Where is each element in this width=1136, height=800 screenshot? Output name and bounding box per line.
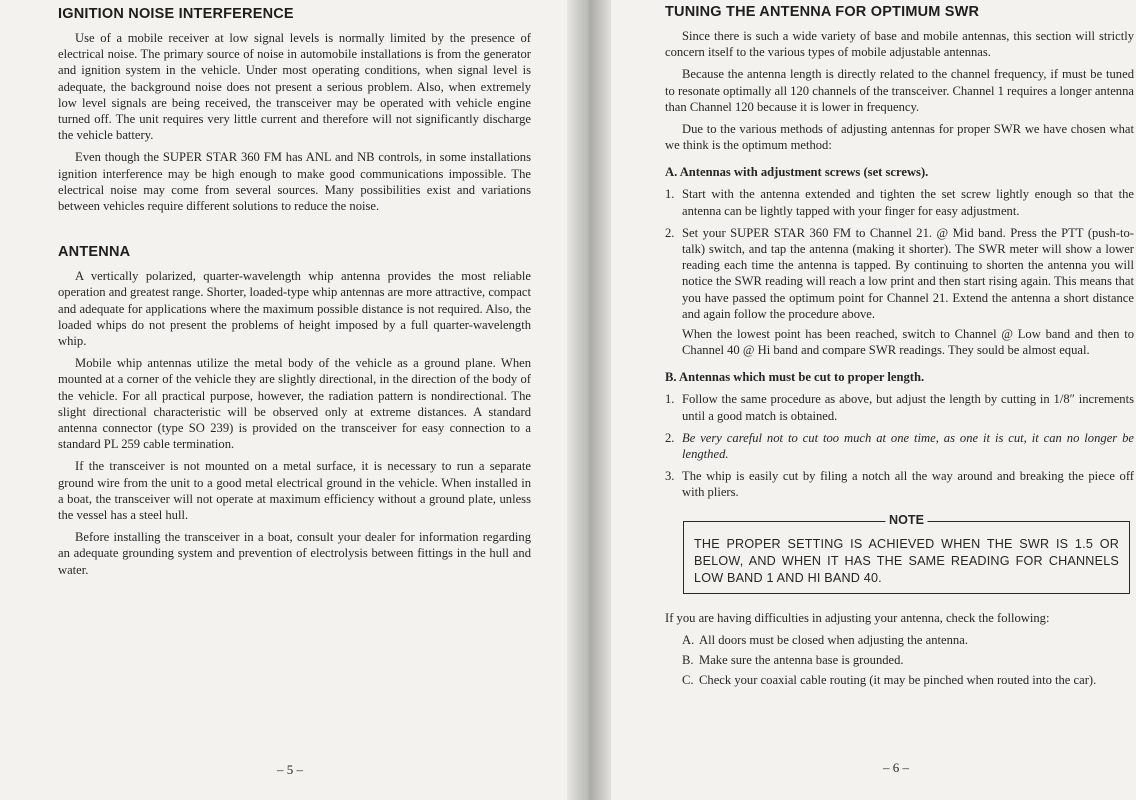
list-letter: C. xyxy=(682,673,694,688)
list-text: The whip is easily cut by filing a notch all the way around and breaking the piece off with pliers. xyxy=(682,469,1134,500)
paragraph: If the transceiver is not mounted on a metal surface, it is necessary to run a separate ground wire from the unit to a good metal electrical ground in the vehicle. When installed in a boat, the transceiver will not operate at maximum efficiency without a ground plate, unless the vessel has a steel hull. xyxy=(58,459,531,523)
list-number: 1. xyxy=(665,187,675,202)
list-text: Make sure the antenna base is grounded. xyxy=(699,653,904,668)
section-spacer xyxy=(58,220,531,244)
paragraph: Use of a mobile receiver at low signal levels is normally limited by the presence of electrical noise. The primary source of noise in automobile installations is from the generator and ignition system in the vehicle. Under most operating conditions, when signal level is adequate, the background noise does not present a serious problem. Also, when extremely low level signals are being received, the transceiver may be operated with vehicle engine turned off. The unit requires very little current and therefore will not significantly discharge the vehicle battery. xyxy=(58,31,531,143)
list-item xyxy=(682,632,1134,648)
list-item xyxy=(665,225,1134,359)
list-number: 3. xyxy=(665,469,675,484)
paragraph: Due to the various methods of adjusting antennas for proper SWR we have chosen what we think is the optimum method: xyxy=(665,122,1134,153)
heading-ignition-noise: IGNITION NOISE INTERFERENCE xyxy=(58,6,294,22)
troubleshooting-list xyxy=(665,632,1134,689)
note-box xyxy=(683,512,1130,594)
list-number: 2. xyxy=(665,225,675,240)
list-text: All doors must be closed when adjusting the antenna. xyxy=(699,632,968,647)
paragraph: Before installing the transceiver in a boat, consult your dealer for information regarding an adequate grounding system and prevention of electrolysis between fittings in the hull and water. xyxy=(58,530,531,577)
list-text: Check your coaxial cable routing (it may be pinched when routed into the car). xyxy=(699,673,1097,688)
list-text: Set your SUPER STAR 360 FM to Channel 21. @ Mid band. Press the PTT (push-to-talk) switch, and tap the antenna (making it shorter). The SWR meter will show a lower reading each time the antenna is tapped. By continuing to shorten the antenna you will notice the SWR reading will reach a low print and then start rising again. This means that you have passed the optimum point for Channel 21. Extend the antenna a short distance and again follow the procedure above. xyxy=(682,225,1134,321)
list-letter: A. xyxy=(682,632,695,647)
note-title: NOTE xyxy=(885,513,928,527)
list-letter: B. xyxy=(682,653,694,668)
list-item xyxy=(682,672,1134,688)
list-item xyxy=(665,468,1134,500)
list-text: Start with the antenna extended and tighten the set screw lightly enough so that the antenna can be lightly tapped with your finger for easy adjustment. xyxy=(682,187,1134,218)
paragraph: Because the antenna length is directly related to the channel frequency, if must be tuned to resonate optimally all 120 channels of the transceiver. Channel 1 requires a longer antenna than Channel 120 because it is lower in frequency. xyxy=(665,67,1134,114)
list-item xyxy=(665,391,1134,423)
section-b-title: B. Antennas which must be cut to proper length. xyxy=(665,370,925,385)
list-item xyxy=(682,652,1134,668)
heading-antenna: ANTENNA xyxy=(58,244,131,261)
page-number: – 6 – xyxy=(883,760,909,775)
list-text-continued: When the lowest point has been reached, switch to Channel @ Low band and then to Channel 40 @ Hi band and compare SWR readings. They sould be almost equal. xyxy=(682,327,1134,358)
page-number: – 5 – xyxy=(277,762,303,777)
heading-tuning-antenna: TUNING THE ANTENNA FOR OPTIMUM SWR xyxy=(665,4,980,20)
paragraph: Mobile whip antennas utilize the metal body of the vehicle as a ground plane. When mounted at a corner of the vehicle they are slightly directional, in the direction of the body of the vehicle. For all practical purpose, however, the radiation pattern is nondirectional. The slight directional characteristic will be observed only at extreme distances. A standard antenna connector (type SO 239) is provided on the transceiver for easy connection to a standard PL 259 cable termination. xyxy=(58,356,531,452)
paragraph: If you are having difficulties in adjusting your antenna, check the following: xyxy=(665,610,1050,625)
page-6 xyxy=(611,0,1136,800)
note-body: THE PROPER SETTING IS ACHIEVED WHEN THE SWR IS 1.5 OR BELOW, AND WHEN IT HAS THE SAME READING FOR CHANNELS LOW BAND 1 AND HI BAND 40. xyxy=(694,536,1119,585)
list-item xyxy=(665,430,1134,462)
section-a-title: A. Antennas with adjustment screws (set screws). xyxy=(665,165,929,180)
paragraph: A vertically polarized, quarter-wavelength whip antenna provides the most reliable operation and greatest range. Shorter, loaded-type whip antennas are more attractive, compact and adequate for applications where the maximum possible distance is not required. Also, the loaded whips do not present the problems of height imposed by a full quarter-wavelength whip. xyxy=(58,269,531,349)
section-b-list xyxy=(665,391,1134,500)
list-text-warning: Be very careful not to cut too much at one time, as one it is cut, it can no longer be lengthed. xyxy=(682,430,1134,462)
list-number: 2. xyxy=(665,430,675,445)
list-text: Follow the same procedure as above, but adjust the length by cutting in 1/8″ increments until a good match is obtained. xyxy=(682,392,1134,423)
page-5 xyxy=(0,0,567,800)
book-gutter xyxy=(567,0,611,800)
list-item xyxy=(665,186,1134,218)
list-number: 1. xyxy=(665,392,675,407)
paragraph: Even though the SUPER STAR 360 FM has ANL and NB controls, in some installations ignition interference may be high enough to make good communications impossible. The electrical noise may come from several sources. Many possibilities exist and variations between vehicles require different solutions to reduce the noise. xyxy=(58,150,531,214)
paragraph: Since there is such a wide variety of base and mobile antennas, this section will strictly concern itself to the various types of mobile adjustable antennas. xyxy=(665,29,1134,60)
section-a-list xyxy=(665,186,1134,358)
